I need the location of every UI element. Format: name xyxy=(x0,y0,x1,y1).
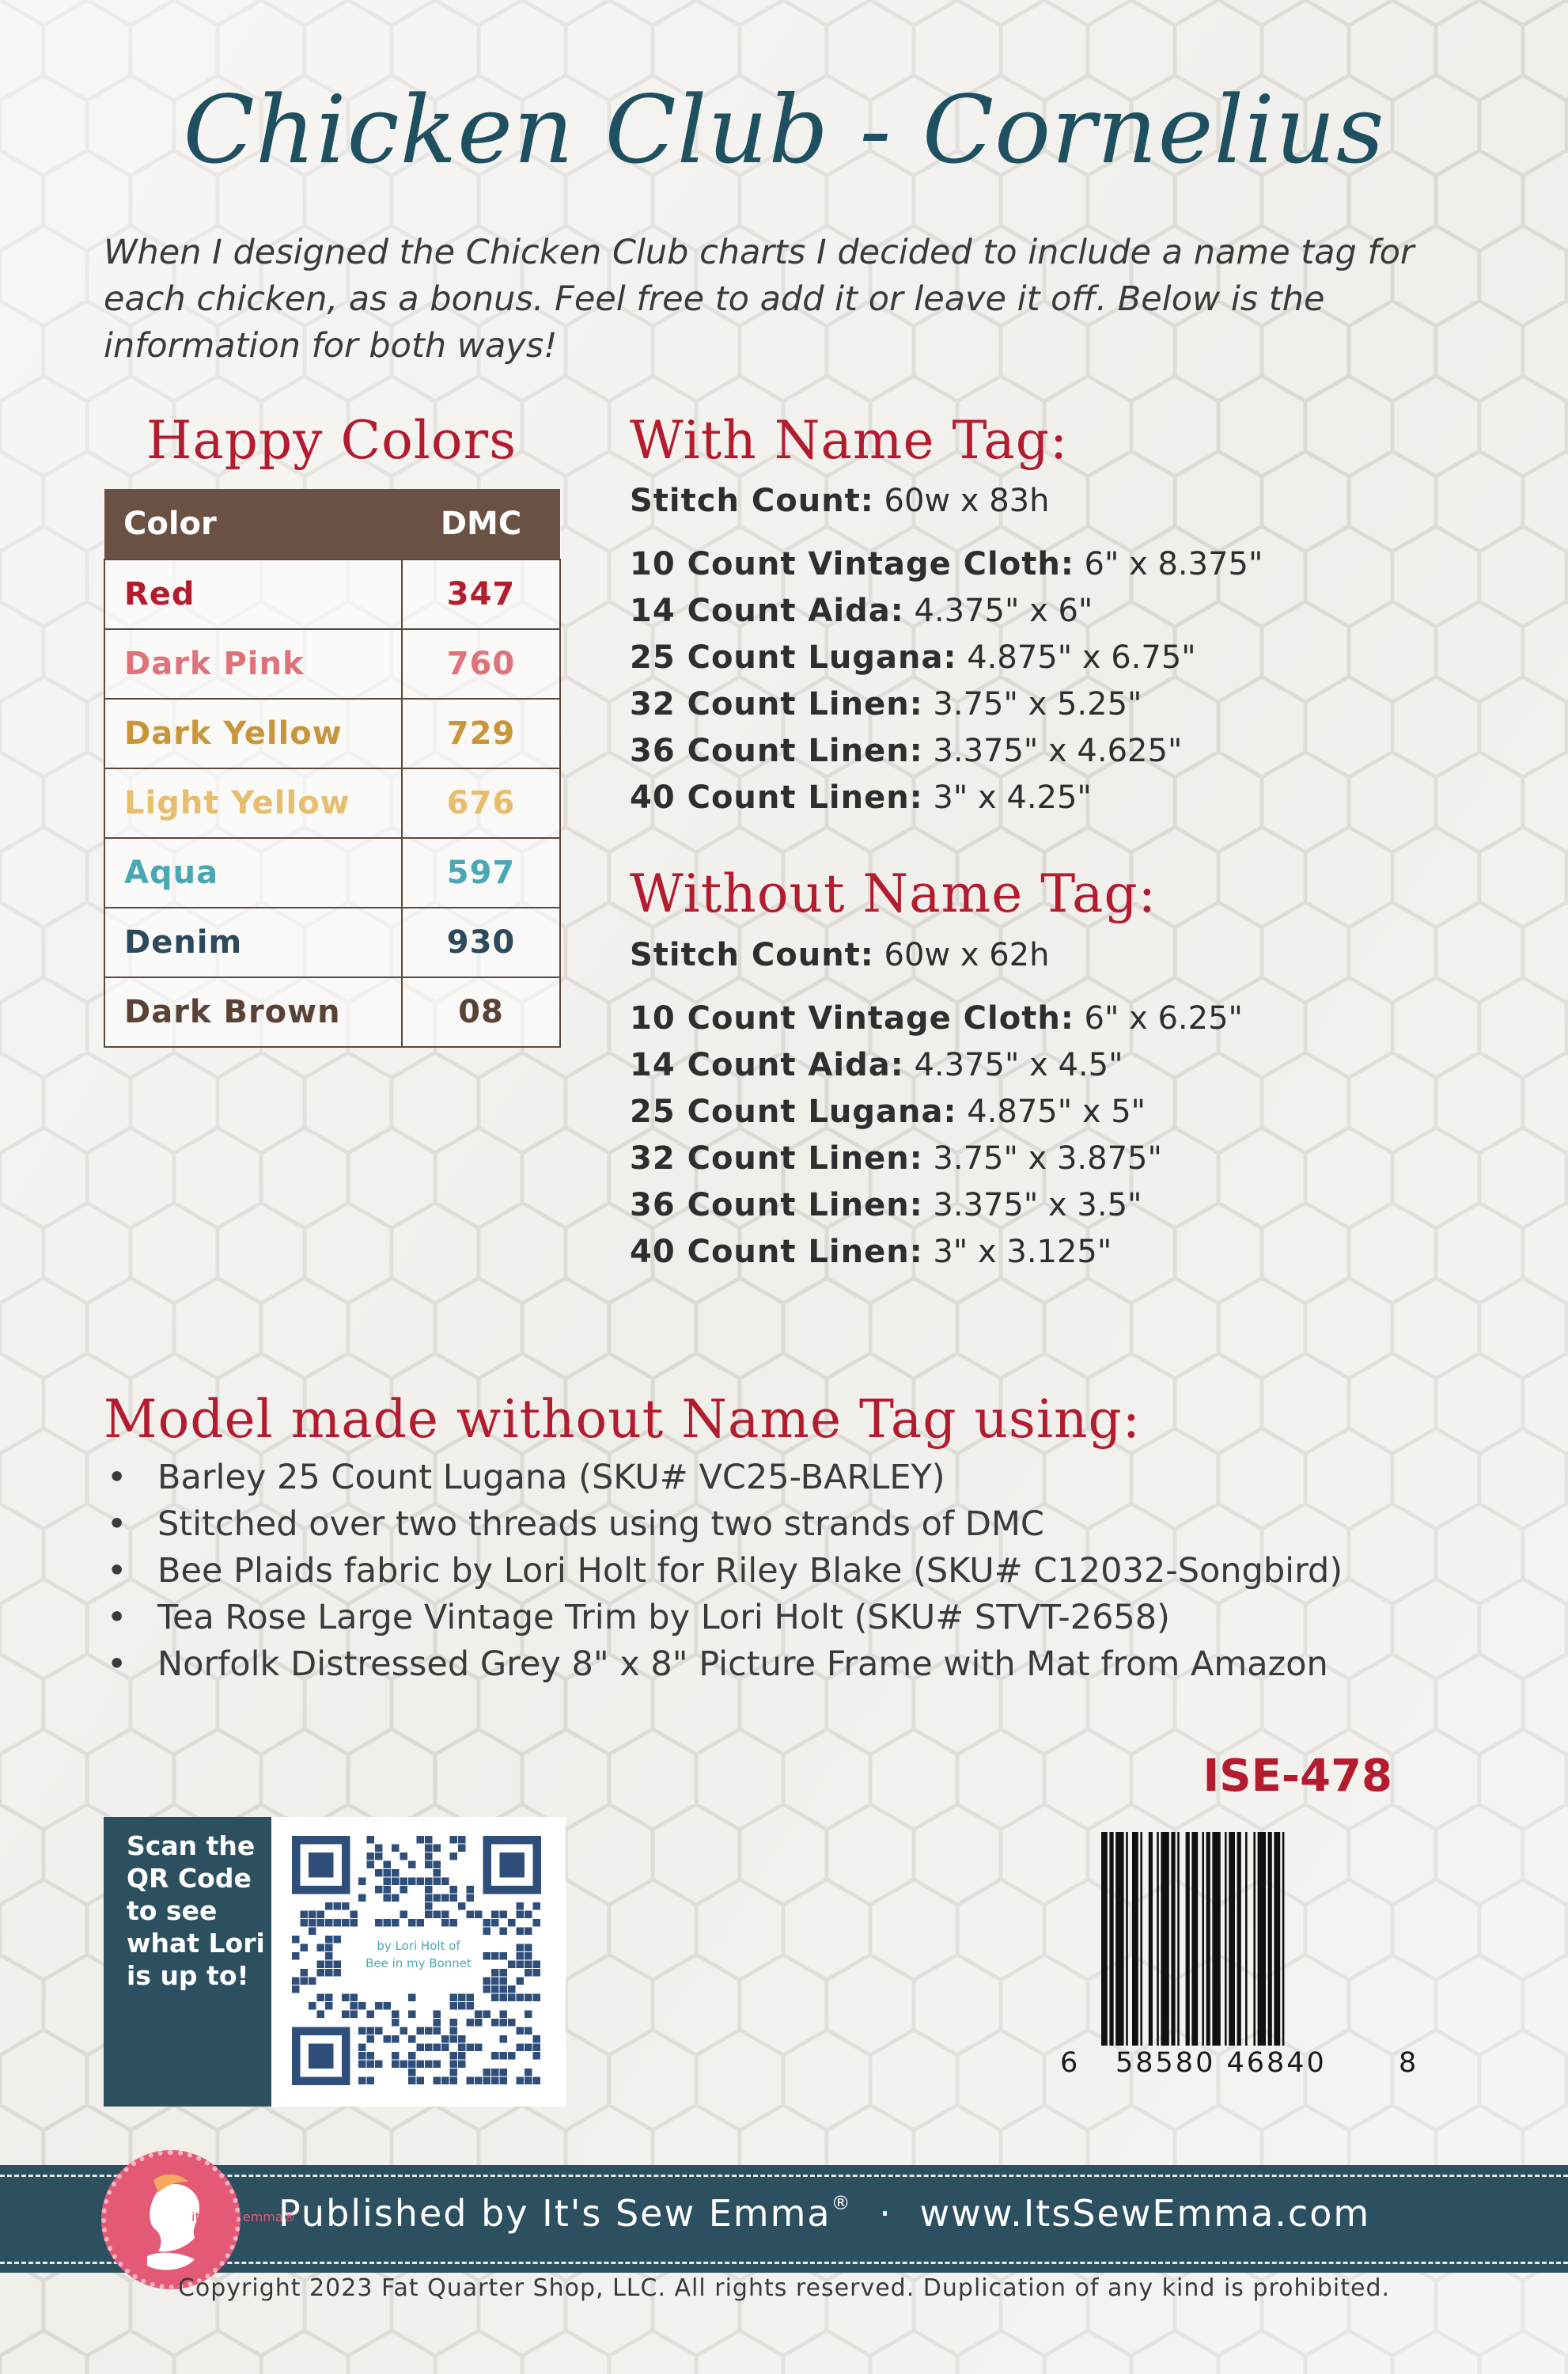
stitch-count-label: Stitch Count: xyxy=(630,483,874,519)
fabric-label: 10 Count Vintage Cloth: xyxy=(630,1000,1074,1037)
fabric-size-row xyxy=(630,728,1421,775)
color-name: Dark Yellow xyxy=(104,699,402,768)
fabric-dimensions: 3.75" x 5.25" xyxy=(933,686,1142,722)
copyright-notice: Copyright 2023 Fat Quarter Shop, LLC. All rights reserved. Duplication of any kind is prohibited. xyxy=(177,2274,1391,2302)
fabric-dimensions: 6" x 6.25" xyxy=(1084,1000,1243,1037)
fabric-label: 40 Count Linen: xyxy=(630,1234,923,1270)
its-sew-emma-logo xyxy=(101,2150,296,2289)
barcode-middle-digits: 58580 46840 xyxy=(1115,2047,1327,2079)
dmc-number: 597 xyxy=(402,838,560,908)
fabric-dimensions: 3.375" x 3.5" xyxy=(933,1187,1142,1223)
with-name-tag-heading: With Name Tag: xyxy=(630,410,1069,471)
color-row xyxy=(104,908,560,977)
dmc-number: 08 xyxy=(402,977,560,1047)
model-list-item: • Barley 25 Count Lugana (SKU# VC25-BARLEY) xyxy=(104,1454,1343,1501)
color-row xyxy=(104,629,560,699)
page-title: Chicken Club - Cornelius xyxy=(183,75,1385,184)
color-row xyxy=(104,559,560,629)
model-list-item: • Norfolk Distressed Grey 8" x 8" Picture Frame with Mat from Amazon xyxy=(104,1641,1343,1688)
color-name: Red xyxy=(104,559,402,629)
stitch-count-value: 60w x 83h xyxy=(884,483,1050,519)
qr-prompt: Scan the QR Code to see what Lori is up to! xyxy=(127,1830,265,1991)
without-name-tag-heading: Without Name Tag: xyxy=(630,863,1157,924)
fabric-dimensions: 6" x 8.375" xyxy=(1084,546,1263,582)
fabric-label: 32 Count Linen: xyxy=(630,686,923,722)
color-name: Dark Brown xyxy=(104,977,402,1047)
stitch-count-row xyxy=(630,478,1421,525)
color-row xyxy=(104,838,560,908)
color-name: Light Yellow xyxy=(104,768,402,838)
dmc-number: 729 xyxy=(402,699,560,768)
color-column-header: Color xyxy=(104,489,402,559)
fabric-size-row xyxy=(630,635,1421,681)
model-list-item: • Bee Plaids fabric by Lori Holt for Riley Blake (SKU# C12032-Songbird) xyxy=(104,1548,1343,1595)
fabric-label: 14 Count Aida: xyxy=(630,593,904,629)
fabric-dimensions: 4.875" x 5" xyxy=(967,1094,1146,1130)
fabric-size-row xyxy=(630,681,1421,728)
fabric-size-row xyxy=(630,541,1421,588)
qr-code-icon[interactable] xyxy=(271,1817,566,2107)
fabric-label: 25 Count Lugana: xyxy=(630,639,957,676)
color-table-header xyxy=(104,489,560,559)
without-name-tag-specs xyxy=(630,932,1421,1276)
barcode-lead-digit: 6 xyxy=(1060,2047,1078,2079)
fabric-size-row xyxy=(630,1136,1421,1182)
fabric-dimensions: 3" x 3.125" xyxy=(933,1234,1112,1270)
model-heading: Model made without Name Tag using: xyxy=(104,1389,1141,1450)
color-name: Dark Pink xyxy=(104,629,402,699)
with-name-tag-specs xyxy=(630,478,1421,821)
fabric-dimensions: 3.75" x 3.875" xyxy=(933,1140,1162,1177)
color-row xyxy=(104,977,560,1047)
stitch-count-row xyxy=(630,932,1421,979)
dmc-number: 676 xyxy=(402,768,560,838)
footer-separator: · xyxy=(879,2192,892,2235)
fabric-size-row xyxy=(630,588,1421,635)
qr-code-box[interactable] xyxy=(271,1817,566,2107)
publisher-name: Published by It's Sew Emma xyxy=(278,2192,831,2235)
color-row xyxy=(104,768,560,838)
fabric-size-row xyxy=(630,1182,1421,1229)
fabric-dimensions: 4.375" x 4.5" xyxy=(914,1047,1123,1083)
barcode-check-digit: 8 xyxy=(1399,2047,1417,2079)
qr-overlay-text: Bee in my Bonnet xyxy=(365,1956,472,1970)
stitch-count-value: 60w x 62h xyxy=(884,937,1050,973)
color-name: Denim xyxy=(104,908,402,977)
dmc-number: 347 xyxy=(402,559,560,629)
color-row xyxy=(104,699,560,768)
logo-text: it's sew emma® xyxy=(191,2209,296,2224)
fabric-label: 36 Count Linen: xyxy=(630,733,923,769)
footer-publisher-line xyxy=(278,2192,1370,2235)
sku-label: ISE-478 xyxy=(1203,1750,1392,1802)
model-list xyxy=(104,1454,1343,1688)
fabric-size-row xyxy=(630,775,1421,821)
color-table xyxy=(104,489,561,1048)
fabric-dimensions: 4.875" x 6.75" xyxy=(967,639,1196,676)
fabric-size-row xyxy=(630,1042,1421,1089)
website-link[interactable]: www.ItsSewEmma.com xyxy=(919,2192,1371,2235)
fabric-dimensions: 3" x 4.25" xyxy=(933,779,1092,816)
fabric-label: 32 Count Linen: xyxy=(630,1140,923,1177)
intro-paragraph: When I designed the Chicken Club charts I decided to include a name tag for each chicken, as a bonus. Feel free to add it or leave it off. Below is the information for both ways! xyxy=(104,233,1415,366)
fabric-label: 14 Count Aida: xyxy=(630,1047,904,1083)
fabric-dimensions: 3.375" x 4.625" xyxy=(933,733,1183,769)
fabric-label: 36 Count Linen: xyxy=(630,1187,923,1223)
stitch-count-label: Stitch Count: xyxy=(630,937,874,973)
fabric-label: 40 Count Linen: xyxy=(630,779,923,816)
registered-mark: ® xyxy=(831,2192,852,2214)
qr-overlay-text: by Lori Holt of xyxy=(377,1939,460,1953)
happy-colors-heading: Happy Colors xyxy=(146,410,517,471)
dmc-number: 930 xyxy=(402,908,560,977)
fabric-label: 25 Count Lugana: xyxy=(630,1094,957,1130)
fabric-size-row xyxy=(630,995,1421,1042)
model-list-item: • Tea Rose Large Vintage Trim by Lori Holt (SKU# STVT-2658) xyxy=(104,1595,1343,1641)
dmc-column-header: DMC xyxy=(402,489,560,559)
emma-silhouette-icon xyxy=(106,2155,296,2285)
dmc-number: 760 xyxy=(402,629,560,699)
color-name: Aqua xyxy=(104,838,402,908)
fabric-dimensions: 4.375" x 6" xyxy=(914,593,1093,629)
fabric-label: 10 Count Vintage Cloth: xyxy=(630,546,1074,582)
model-list-item: • Stitched over two threads using two strands of DMC xyxy=(104,1501,1343,1548)
fabric-size-row xyxy=(630,1089,1421,1136)
fabric-size-row xyxy=(630,1229,1421,1276)
